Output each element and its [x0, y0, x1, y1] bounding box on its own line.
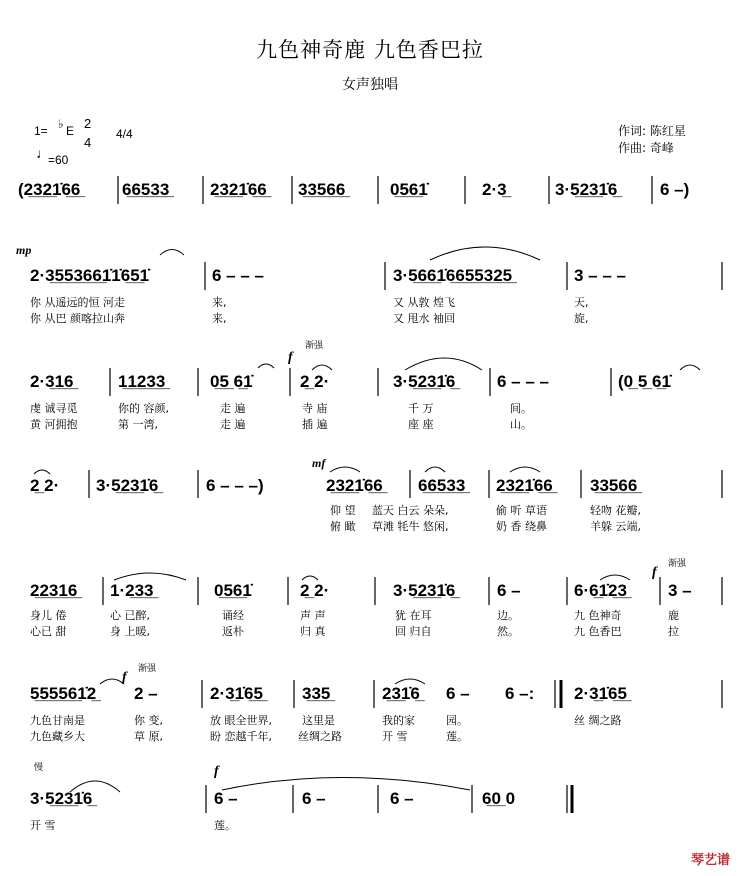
row-5-lyric-2-8: 拉 [668, 625, 679, 638]
row-5-lyric-1-5: 犹 在耳 [395, 609, 432, 622]
row-7-measure-5: 6̲0̲ 0 [482, 789, 516, 808]
page-subtitle: 女声独唱 [342, 77, 398, 93]
row-2-lyric-2-2: 来, [212, 312, 227, 325]
row-2-lyric-2-3: 又 甩水 袖回 [393, 312, 455, 325]
row-6-lyric-2-5: 开 雪 [382, 730, 408, 743]
flat-sign: ♭ [58, 117, 64, 131]
key-prefix: 1= [34, 124, 48, 138]
dynamic-f-3: f [122, 670, 127, 685]
row-4-lyric-2-7: 羊躲 云端, [590, 520, 641, 533]
row-6-measure-3: 2·3̲1̇6̲5̲ [210, 684, 263, 703]
row-5-lyric-1-4: 声 声 [300, 609, 326, 622]
row-3-measure-6: 6 – – – [497, 372, 549, 391]
row-3-measure-3: 0̲5̲ 6̲1̇ [210, 372, 253, 391]
row-1-measure-5: 0̲5̲6̲1̇ [390, 180, 428, 199]
row-3-lyric-2-1: 黄 河拥抱 [30, 418, 78, 431]
row-2-lyric-1-3: 又 从敦 煌飞 [393, 296, 455, 309]
row-3-measure-1: 2·3̲1̲6̲ [30, 372, 74, 391]
row-3-lyric-2-3: 走 遍 [220, 418, 246, 431]
key-letter: E [66, 124, 75, 138]
row-6-lyric-1-8: 丝 绸之路 [574, 714, 622, 727]
meter-alt: 4/4 [116, 127, 133, 141]
row-4-lyric-1-7: 轻吻 花瓣, [590, 504, 641, 517]
row-4-lyric-1-4: 仰 望 [330, 504, 356, 517]
row-6-lyric-2-2: 草 原, [134, 730, 163, 743]
row-3-lyric-1-4: 寺 庙 [302, 402, 328, 415]
row-4-measure-2: 3·5̲2̲3̲1̇6̲ [96, 476, 159, 495]
row-3-lyric-1-3: 走 遍 [220, 402, 246, 415]
row-5-lyric-1-7: 九 色神奇 [574, 609, 622, 622]
row-6-measure-1: 5̲5̲5̲5̲6̲1̇2̲ [30, 684, 97, 703]
row-3-lyric-2-5: 座 座 [408, 418, 434, 431]
row-5-measure-3: 0̲5̲6̲1̇ [214, 581, 252, 600]
row-6-lyric-1-1: 九色甘南是 [30, 714, 85, 727]
row-4-measure-4: 2̲3̲2̲1̇6̲6̲ [326, 476, 383, 495]
row-3-measure-2: 1̲1̲2̲3̲3̲ [118, 372, 166, 391]
row-3-measure-5: 3·5̲2̲3̲1̇6̲ [393, 372, 456, 391]
composer-credit: 作曲: 奇峰 [618, 141, 674, 155]
row-1-measure-2: 6̲6̲5̲3̲3̲ [122, 180, 170, 199]
row-5-measure-4: 2̲ 2· [300, 581, 330, 600]
row-7-lyric-1-1: 开 雪 [30, 819, 56, 832]
row-6-lyric-2-4: 丝绸之路 [298, 730, 342, 743]
row-6-lyric-1-4: 这里是 [302, 714, 335, 727]
row-3-measure-4: 2̲ 2· [300, 372, 330, 391]
row-5-measure-1: 2̲2̲3̲1̲6̲ [30, 581, 78, 600]
row-2-lyric-1-1: 你 从遥远的恒 河走 [30, 296, 125, 309]
row-7-measure-2: 6 – [214, 789, 238, 808]
row-1-measure-6: 2·3̲ [482, 180, 507, 199]
dynamic-f-2: f [652, 565, 657, 580]
row-6-measure-8: 2·3̲1̇6̲5̲ [574, 684, 627, 703]
tempo-slow-text: 慢 [34, 763, 44, 773]
row-4-measure-5: 6̲6̲5̲3̲3̲ [418, 476, 466, 495]
row-6-lyric-2-1: 九色藏乡大 [30, 730, 85, 743]
row-6-lyric-1-3: 放 眼全世界, [210, 714, 272, 727]
row-7-measure-4: 6 – [390, 789, 414, 808]
meter-top: 2 [84, 116, 92, 131]
row-7-lyric-1-2: 莲。 [214, 819, 236, 832]
row-6-lyric-1-6: 园。 [446, 714, 468, 727]
quarter-note-icon: ♩ [36, 145, 50, 161]
row-2-lyric-1-2: 来, [212, 296, 227, 309]
row-5-lyric-2-7: 九 色香巴 [574, 625, 622, 638]
row-1-measure-1: (2̲3̲2̲1̇6̲6̲ [18, 180, 81, 199]
row-5-lyric-2-5: 回 归自 [395, 625, 432, 638]
row-3-lyric-2-2: 第 一湾, [118, 418, 158, 431]
row-3-lyric-2-4: 插 遍 [302, 418, 328, 431]
row-4-measure-3: 6 – – –) [206, 476, 264, 495]
row-5-lyric-1-2: 心 已醉, [110, 609, 150, 622]
row-3-lyric-1-1: 虔 诚寻觅 [30, 402, 78, 415]
row-6-measure-6: 6 – [446, 684, 470, 703]
row-6-lyric-2-6: 莲。 [446, 730, 468, 743]
row-1-measure-4: 3̲3̲5̲6̲6̲ [298, 180, 346, 199]
row-4-measure-6: 2̲3̲2̲1̇6̲6̲ [496, 476, 553, 495]
row-5-lyric-2-6: 然。 [497, 625, 519, 638]
row-4-lyric-1-6: 偷 听 草语 [496, 504, 547, 517]
page-title: 九色神奇鹿 九色香巴拉 [256, 38, 484, 62]
row-3-lyric-2-6: 山。 [510, 418, 532, 431]
row-6-measure-5: 2̲3̲1̇6̲ [382, 684, 420, 703]
row-2-measure-2: 6 – – – [212, 266, 264, 285]
row-3-measure-7: (0̲ 5̲ 6̲1̇ [618, 372, 671, 391]
row-7-measure-1: 3·5̲2̲3̲1̇6̲ [30, 789, 93, 808]
dynamic-f-1: f [288, 350, 293, 365]
row-7-measure-3: 6 – [302, 789, 326, 808]
row-4-lyric-2-6: 奶 香 绕鼻 [496, 520, 547, 533]
crescendo-text-3: 渐强 [138, 664, 157, 674]
row-5-lyric-1-3: 诵经 [222, 609, 244, 622]
row-6-lyric-1-2: 你 变, [134, 714, 163, 727]
row-5-lyric-2-3: 返朴 [222, 625, 244, 638]
row-4-lyric-2-4: 俯 瞰 [330, 520, 356, 533]
crescendo-text-1: 渐强 [305, 341, 324, 351]
row-1-measure-8: 6 –) [660, 180, 690, 199]
row-4-lyric-2-5: 草滩 牦牛 悠闲, [372, 520, 449, 533]
row-5-measure-7: 6·6̲1̇2̲3̲ [574, 581, 627, 600]
row-2-lyric-1-4: 天, [574, 296, 589, 309]
dynamic-mp: mp [16, 243, 32, 257]
row-2-measure-1: 2·3̲5̲5̲3̲6̲6̲1̇1̇6̲5̲1̇ [30, 266, 150, 285]
row-6-lyric-2-3: 盼 恋越千年, [210, 730, 272, 743]
lyricist-credit: 作词: 陈红星 [618, 124, 686, 138]
row-6-lyric-1-5: 我的家 [382, 714, 415, 727]
row-6-measure-4: 3̲3̲5̲ [302, 684, 331, 703]
row-5-lyric-1-6: 边。 [497, 609, 519, 622]
row-5-lyric-2-2: 身 上暖, [110, 625, 150, 638]
row-3-lyric-1-5: 千 万 [408, 402, 434, 415]
row-2-lyric-2-4: 旋, [574, 312, 589, 325]
row-3-lyric-1-6: 间。 [510, 402, 532, 415]
row-4-lyric-1-5: 蓝天 白云 朵朵, [372, 504, 449, 517]
row-2-lyric-2-1: 你 从巴 颜喀拉山奔 [30, 312, 125, 325]
row-5-lyric-1-1: 身儿 倦 [30, 609, 67, 622]
row-6-measure-2: 2 – [134, 684, 158, 703]
row-4-measure-1: 2̲ 2· [30, 476, 60, 495]
dynamic-mf: mf [312, 456, 326, 470]
row-5-measure-5: 3·5̲2̲3̲1̇6̲ [393, 581, 456, 600]
meter-bottom: 4 [84, 135, 92, 150]
row-5-lyric-2-4: 归 真 [300, 625, 326, 638]
row-5-measure-8: 3 – [668, 581, 692, 600]
site-watermark: 琴艺谱 [690, 853, 730, 868]
row-1-measure-7: 3·5̲2̲3̲1̇6̲ [555, 180, 618, 199]
crescendo-text-2: 渐强 [668, 559, 687, 569]
row-5-measure-6: 6 – [497, 581, 521, 600]
tempo-marking: =60 [48, 153, 69, 167]
row-5-measure-2: 1·2̲3̲3̲ [110, 581, 154, 600]
row-4-measure-7: 3̲3̲5̲6̲6̲ [590, 476, 638, 495]
row-3-lyric-1-2: 你的 容颜, [118, 402, 169, 415]
row-5-lyric-1-8: 鹿 [668, 609, 679, 622]
row-5-lyric-2-1: 心已 甜 [30, 625, 67, 638]
row-2-measure-4: 3 – – – [574, 266, 626, 285]
row-6-measure-7: 6 –: [505, 684, 535, 703]
dynamic-f-4: f [214, 764, 219, 779]
row-1-measure-3: 2̲3̲2̲1̇6̲6̲ [210, 180, 267, 199]
row-2-measure-3: 3·5̲6̲6̲1̇6̲6̲5̲5̲3̲2̲5̲ [393, 266, 513, 285]
